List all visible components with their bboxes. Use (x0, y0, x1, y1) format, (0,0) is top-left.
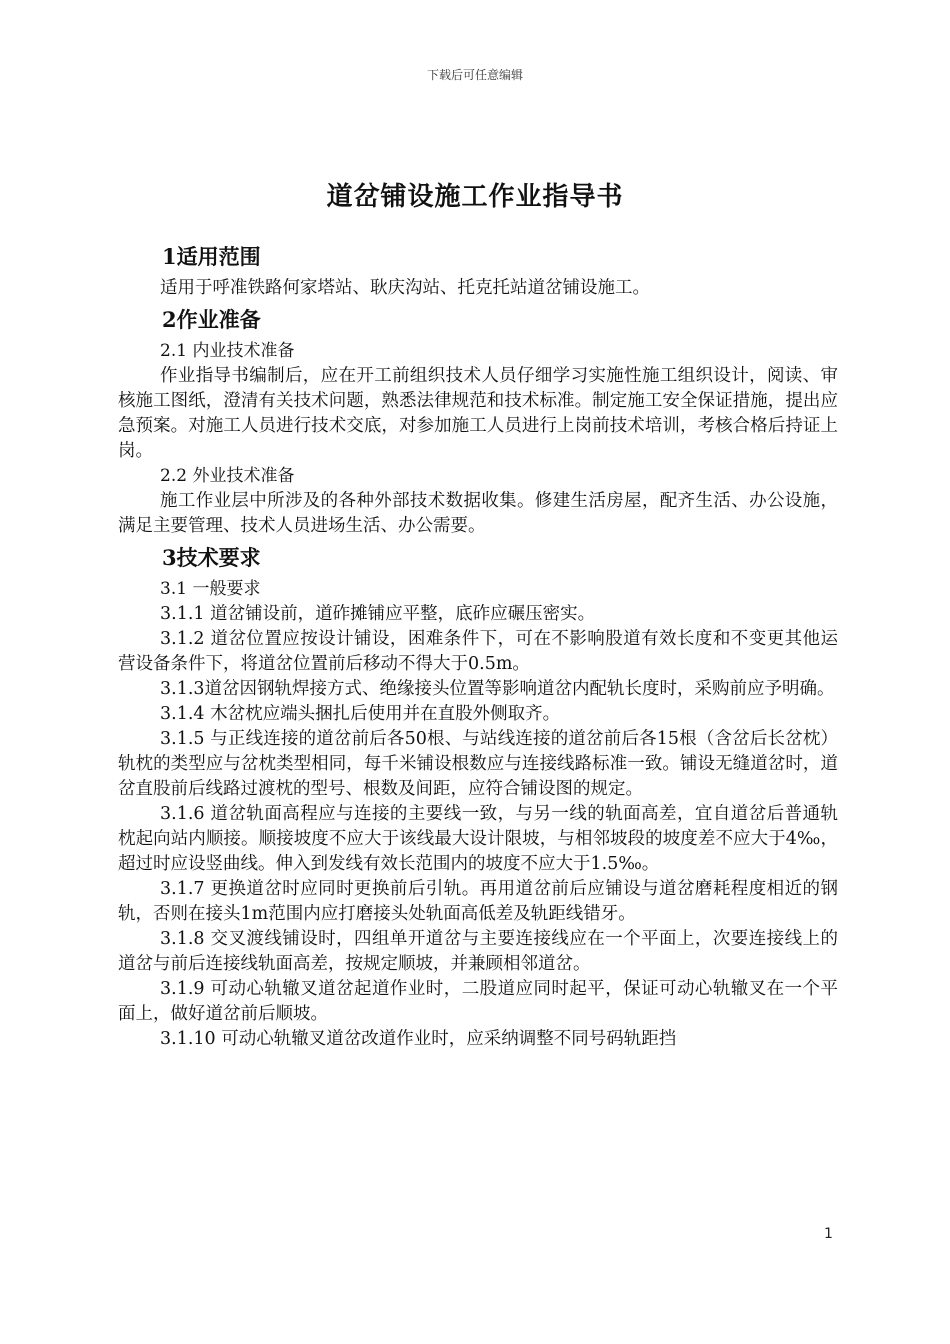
document-title: 道岔铺设施工作业指导书 (326, 182, 624, 212)
requirement-item: 3.1.10 可动心轨辙叉道岔改道作业时，应采纳调整不同号码轨距挡 (160, 1029, 677, 1049)
requirement-item: 3.1.9 可动心轨辙叉道岔起道作业时，二股道应同时起平，保证可动心轨辙叉在一个平面上，做好道岔前后顺坡。 (118, 979, 838, 1024)
subheading-internal-prep: 2.1 内业技术准备 (160, 341, 295, 361)
internal-prep-paragraph: 作业指导书编制后，应在开工前组织技术人员仔细学习实施性施工组织设计，阅读、审核施工图纸，澄清有关技术问题，熟悉法律规范和技术标准。制定施工安全保证措施，提出应急预案。对施工人员进行技术交底，对参加施工人员进行上岗前技术培训，考核合格后持证上岗。 (118, 366, 838, 461)
requirement-item: 3.1.1 道岔铺设前，道砟摊铺应平整，底砟应碾压密实。 (160, 604, 596, 624)
scope-paragraph: 适用于呼准铁路何家塔站、耿庆沟站、托克托站道岔铺设施工。 (160, 278, 650, 298)
requirement-item: 3.1.3道岔因钢轨焊接方式、绝缘接头位置等影响道岔内配轨长度时，采购前应予明确。 (160, 679, 835, 699)
section-heading-preparation: 2作业准备 (162, 307, 261, 332)
subheading-external-prep: 2.2 外业技术准备 (160, 466, 295, 486)
requirement-item: 3.1.8 交叉渡线铺设时，四组单开道岔与主要连接线应在一个平面上，次要连接线上的道岔与前后连接线轨面高差，按规定顺坡，并兼顾相邻道岔。 (118, 929, 838, 974)
document-body (118, 238, 838, 1052)
subheading-general-requirements: 3.1 一般要求 (160, 579, 261, 599)
requirement-item: 3.1.5 与正线连接的道岔前后各50根、与站线连接的道岔前后各15根（含岔后长岔枕）轨枕的类型应与岔枕类型相同，每千米铺设根数应与连接线路标准一致。铺设无缝道岔时，道岔直股前后线路过渡枕的型号、根数及间距，应符合铺设图的规定。 (118, 729, 838, 799)
section-heading-requirements: 3技术要求 (162, 545, 261, 570)
section-heading-scope: 1适用范围 (162, 244, 261, 269)
page-number: 1 (824, 1226, 833, 1242)
header-note: 下载后可任意编辑 (426, 68, 523, 82)
requirement-item: 3.1.7 更换道岔时应同时更换前后引轨。再用道岔前后应铺设与道岔磨耗程度相近的钢轨，否则在接头1m范围内应打磨接头处轨面高低差及轨距线错牙。 (118, 879, 838, 924)
external-prep-paragraph: 施工作业层中所涉及的各种外部技术数据收集。修建生活房屋，配齐生活、办公设施，满足主要管理、技术人员进场生活、办公需要。 (118, 491, 838, 536)
requirement-item: 3.1.2 道岔位置应按设计铺设，困难条件下，可在不影响股道有效长度和不变更其他运营设备条件下，将道岔位置前后移动不得大于0.5m。 (118, 629, 838, 674)
requirement-item: 3.1.6 道岔轨面高程应与连接的主要线一致，与另一线的轨面高差，宜自道岔后普通轨枕起向站内顺接。顺接坡度不应大于该线最大设计限坡，与相邻坡段的坡度差不应大于4‰，超过时应设竖曲线。伸入到发线有效长范围内的坡度不应大于1.5‰。 (118, 804, 838, 874)
requirement-item: 3.1.4 木岔枕应端头捆扎后使用并在直股外侧取齐。 (160, 704, 561, 724)
